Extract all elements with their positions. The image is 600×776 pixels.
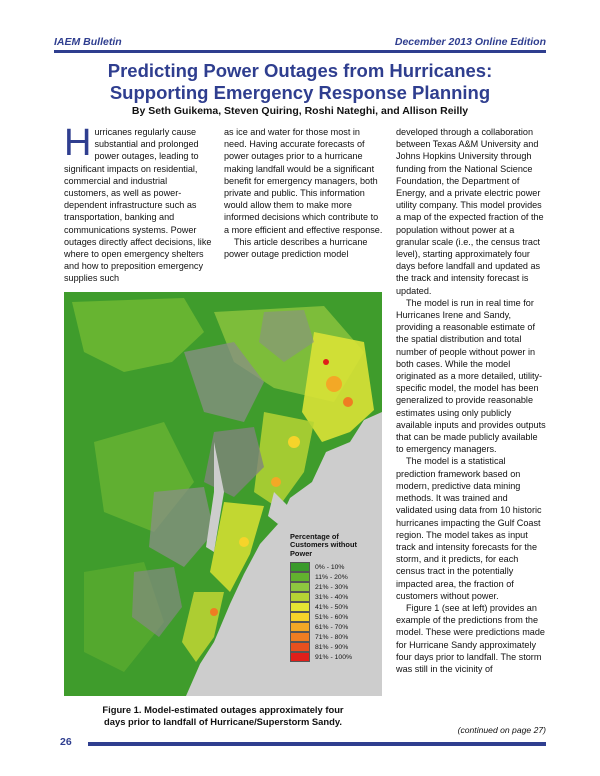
- col2-paragraph-1: as ice and water for those most in need. Having accurate forecasts of power outages prior to a hurricane making landfall would be a significant benefit for emergency managers, both private and public. This information would allow them to make more informed decisions which contribute to a more efficient and effective response.: [224, 127, 383, 235]
- legend-swatch: [290, 632, 310, 642]
- col3-paragraph-4: Figure 1 (see at left) provides an example of the predictions from the model. These were predictions made for Hurricane Sandy approximately four days prior to landfall. The storm was still in the vicinity of: [396, 602, 545, 674]
- byline: By Seth Guikema, Steven Quiring, Roshi Nateghi, and Allison Reilly: [131, 105, 469, 117]
- column-3: [396, 126, 546, 675]
- map-legend: [290, 533, 376, 662]
- legend-swatch: [290, 602, 310, 612]
- col3-paragraph-1: developed through a collaboration between Texas A&M University and Johns Hopkins University through funding from the National Science Foundation, the Department of Energy, and a private electric power utility company. This model provides a map of the expected fraction of the population without power at a granular scale (i.e., the census tract level), starting approximately four days before landfall and updated as the track and intensity forecast is updated.: [396, 127, 544, 296]
- legend-item: [290, 642, 376, 652]
- legend-swatch: [290, 652, 310, 662]
- legend-swatch: [290, 582, 310, 592]
- legend-item: [290, 632, 376, 642]
- legend-swatch: [290, 592, 310, 602]
- col3-paragraph-3: The model is a statistical prediction framework based on modern, predictive data mining methods. It was trained and validated using data from 10 historic hurricanes impacting the Gulf Coast region. The model takes as input track and intensity forecasts for the storm, and it predicts, for each census tract in the potentially impacted area, the fraction of customers without power.: [396, 456, 542, 601]
- legend-item: [290, 602, 376, 612]
- page-number: 26: [60, 736, 72, 748]
- legend-label: 61% - 70%: [315, 623, 349, 631]
- legend-swatch: [290, 642, 310, 652]
- legend-label: 51% - 60%: [315, 613, 349, 621]
- legend-label: 11% - 20%: [315, 573, 348, 581]
- col2-paragraph-2: This article describes a hurricane power outage prediction model: [224, 236, 368, 260]
- continued-note: (continued on page 27): [457, 725, 546, 735]
- legend-label: 81% - 90%: [315, 643, 349, 651]
- header-rule: [54, 50, 546, 53]
- legend-label: 31% - 40%: [315, 593, 349, 601]
- legend-item: [290, 572, 376, 582]
- col1-paragraph-1: urricanes regularly cause substantial and prolonged power outages, leading to significant impacts on residential, commercial and industrial customers, as well as power-dependent infrastructure such as transportation, banking and communications systems. Power outages directly affect decisions, like where to open emergency shelters and how to preposition emergency supplies such: [64, 127, 212, 284]
- legend-label: 41% - 50%: [315, 603, 349, 611]
- figure-caption: [64, 704, 382, 729]
- legend-item: [290, 622, 376, 632]
- footer-rule: [88, 742, 546, 746]
- caption-line-1: Figure 1. Model-estimated outages approximately four: [102, 704, 344, 715]
- drop-cap: H: [64, 122, 92, 164]
- caption-line-2: days prior to landfall of Hurricane/Superstorm Sandy.: [104, 716, 342, 728]
- legend-item: [290, 562, 376, 572]
- legend-swatch: [290, 622, 310, 632]
- legend-label: 21% - 30%: [315, 583, 349, 591]
- article-title: [54, 60, 546, 104]
- legend-title: Percentage of Customers without Power: [290, 532, 357, 558]
- legend-item: [290, 612, 376, 622]
- title-line-1: Predicting Power Outages from Hurricanes:: [107, 60, 493, 81]
- column-2: [224, 126, 384, 260]
- bulletin-name: IAEM Bulletin: [54, 36, 122, 48]
- legend-swatch: [290, 562, 310, 572]
- title-line-2: Supporting Emergency Response Planning: [109, 82, 491, 103]
- legend-label: 0% - 10%: [315, 563, 345, 571]
- legend-item: [290, 582, 376, 592]
- legend-swatch: [290, 612, 310, 622]
- legend-label: 71% - 80%: [315, 633, 349, 641]
- legend-swatch: [290, 572, 310, 582]
- legend-label: 91% - 100%: [315, 653, 353, 661]
- col3-paragraph-2: The model is run in real time for Hurricanes Irene and Sandy, providing a reasonable estimate of the spatial distribution and total number of people without power in both cases. While the model originated as a more detailed, utility-specific model, the model has been generalized to provide reasonable estimates using only publicly available inputs and provides outputs that can be made publicly available to emergency managers.: [396, 297, 546, 455]
- legend-item: [290, 592, 376, 602]
- column-1: [64, 122, 214, 285]
- edition-label: December 2013 Online Edition: [394, 36, 546, 48]
- legend-item: [290, 652, 376, 662]
